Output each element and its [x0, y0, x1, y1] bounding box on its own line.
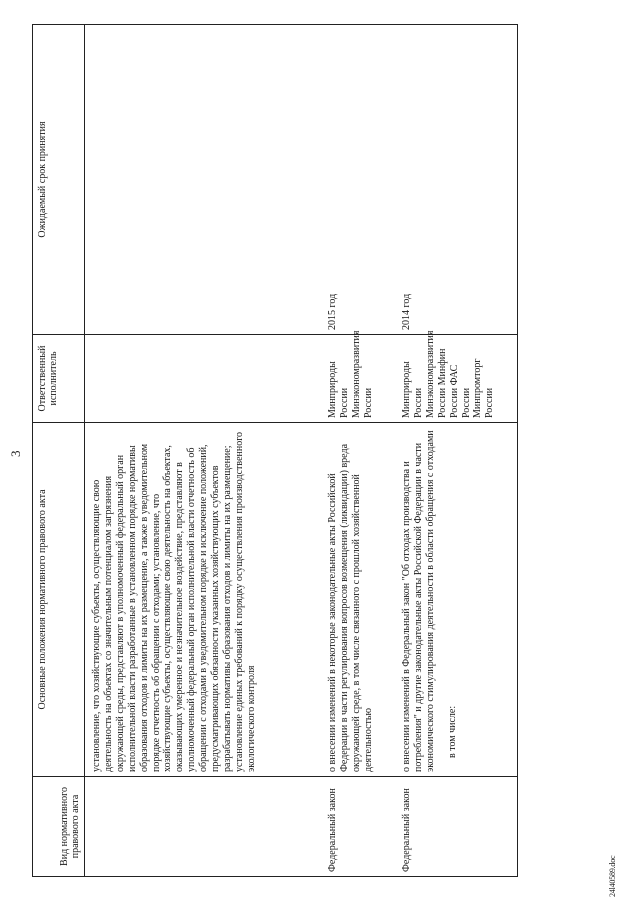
table-row: [395, 25, 518, 877]
cell-act-type: Федеральный закон: [395, 777, 518, 877]
cell-executor: Минприроды России Минэкономразвития России: [321, 335, 395, 423]
cell-act-type: Федеральный закон: [321, 777, 395, 877]
table-row: [321, 25, 395, 877]
header-executor: Ответственный исполнитель: [33, 335, 85, 423]
table-header-row: [33, 25, 85, 877]
cell-term: 2014 год: [395, 25, 518, 335]
header-term: Ожидаемый срок принятия: [33, 25, 85, 335]
measures-table: [32, 24, 518, 877]
cell-provisions: [395, 423, 518, 777]
cell-executor: [85, 335, 322, 423]
footer-doc-code: 24l40589.doc: [608, 855, 617, 897]
provisions-text: о внесении изменений в Федеральный закон "Об отходах производства и потребления" и другие законодательные акты Российской Федерации в части экономического стимулирования деятельности в области обращения с отходами: [401, 430, 436, 772]
header-main-provisions: Основные положения нормативного правового акта: [33, 423, 85, 777]
cell-term: 2015 год: [321, 25, 395, 335]
cell-act-type: [85, 777, 322, 877]
header-act-type: Вид нормативного правового акта: [33, 777, 85, 877]
cell-provisions: установление, что хозяйствующие субъекты, осуществляющие свою деятельность на объектах со значительным потенциалом загрязнения окружающей среды, представляют в уполномоченный федеральный орган исполнительной власти разработанные в установленном порядке нормативы образования отходов и лимиты на их размещение, а также в уведомительном порядке отчетность об обращении с отходами; установление, что хозяйствующие субъекты, осуществляющие свою деятельность на объектах, оказывающих умеренное и незначительное воздействие, представляют в уполномоченный федеральный орган исполнительной власти отчетность об обращении с отходами в уведомительном порядке и исключение положений, предусматривающих обязанности указанных хозяйствующих субъектов разрабатывать нормативы образования отходов и лимиты на их размещение; установление единых требований к порядку осуществления производственного экологического контроля: [85, 423, 322, 777]
cell-term: [85, 25, 322, 335]
cell-provisions: о внесении изменений в некоторые законодательные акты Российской Федерации в части регулирования вопросов возмещения (ликвидации) вреда окружающей среде, в том числе связанного с прошлой хозяйственной деятельностью: [321, 423, 395, 777]
page-number: 3: [8, 450, 23, 457]
cell-executor: Минприроды России Минэкономразвития России Минфин России ФАС России Минпромторг России: [395, 335, 518, 423]
table-row: [85, 25, 322, 877]
including-note: в том числе:: [446, 705, 458, 758]
